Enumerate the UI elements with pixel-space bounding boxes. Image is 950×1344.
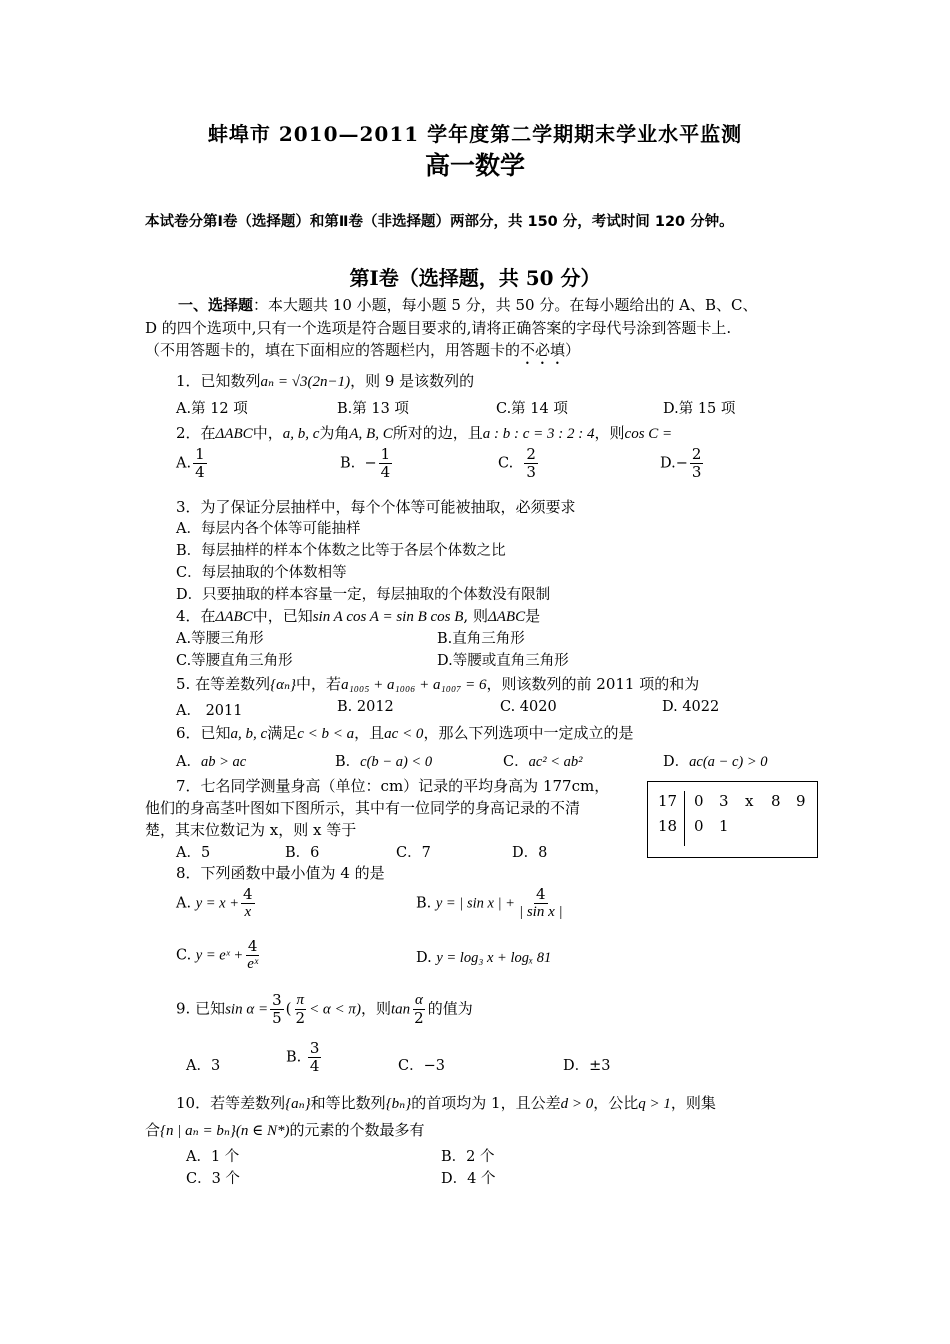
q8-opt-b-label: B. bbox=[416, 895, 432, 912]
q6-stem bbox=[176, 722, 633, 743]
q6-expr2: c < b < a bbox=[297, 726, 355, 742]
q5-stem bbox=[176, 673, 699, 694]
q9-option-b[interactable] bbox=[286, 1040, 323, 1075]
q4-stem bbox=[176, 605, 540, 626]
stem-leaf-divider bbox=[684, 791, 685, 846]
q2-opt-c-fraction bbox=[524, 446, 538, 481]
q5-expr1: {αₙ} bbox=[270, 677, 297, 693]
fraction-denominator: 4 bbox=[309, 1057, 320, 1075]
q7-option-d[interactable]: D．8 bbox=[512, 845, 548, 861]
q6-opt-a-label: A． bbox=[176, 754, 201, 770]
q9-open-paren: ( bbox=[285, 999, 292, 1018]
q7-line2: 他们的身高茎叶图如下图所示，其中有一位同学的身高记录的不清 bbox=[145, 799, 581, 817]
q10-text-a: 10．若等差数列 bbox=[176, 1094, 286, 1112]
fraction-numerator: 4 bbox=[536, 885, 546, 903]
q9-text: 9. 已知 bbox=[176, 999, 226, 1018]
q4-text: 4．在 bbox=[176, 607, 216, 625]
fraction-numerator: 3 bbox=[272, 991, 282, 1009]
leaf: 8 bbox=[771, 792, 781, 810]
q5-option-c[interactable]: C. 4020 bbox=[500, 699, 557, 715]
fraction-numerator: 2 bbox=[691, 445, 702, 463]
q4-expr2: sin A cos A = sin B cos B bbox=[312, 609, 464, 625]
q2-option-b[interactable] bbox=[340, 446, 394, 481]
q4-tail: 是 bbox=[525, 607, 541, 625]
q5-text: 5. 在等差数列 bbox=[176, 675, 271, 693]
q10-option-b[interactable]: B．2 个 bbox=[441, 1149, 495, 1165]
exam-title: 蚌埠市 2010—2011 学年度第二学期期末学业水平监测 bbox=[207, 122, 743, 146]
q10-option-a[interactable]: A．1 个 bbox=[186, 1149, 240, 1165]
q6-opt-b-expr: c(b − a) < 0 bbox=[360, 754, 433, 770]
intro-line3-emph: 不必填 bbox=[520, 341, 566, 359]
q4-expr1: ΔABC bbox=[215, 609, 253, 625]
q5-option-d[interactable]: D. 4022 bbox=[662, 699, 720, 715]
leaf: 0 bbox=[694, 817, 704, 835]
intro-line3-a: （不用答题卡的，填在下面相应的答题栏内，用答题卡的 bbox=[145, 341, 521, 359]
q6-text: 6．已知 bbox=[176, 724, 231, 742]
q9-option-d[interactable]: D．±3 bbox=[563, 1058, 611, 1074]
q2-opt-d-fraction bbox=[690, 446, 704, 481]
q9-condition: < α < π) bbox=[309, 1001, 361, 1018]
q6-option-a[interactable] bbox=[176, 750, 246, 771]
q6-opt-c-label: C． bbox=[503, 754, 529, 770]
q3-option-a[interactable]: A．每层内各个体等可能抽样 bbox=[176, 521, 361, 537]
q9-fraction-1 bbox=[270, 992, 284, 1027]
fraction-denominator: x bbox=[244, 904, 252, 920]
fraction-denominator: 5 bbox=[272, 1009, 282, 1027]
q8-opt-a-expr: y = x + bbox=[195, 895, 240, 912]
stem-row2: 18 bbox=[658, 817, 678, 835]
q2-option-c[interactable] bbox=[498, 446, 540, 481]
q9-tail: 的值为 bbox=[427, 999, 473, 1018]
q2-expr3: A, B, C bbox=[349, 426, 393, 442]
q10-expr1: {aₙ} bbox=[285, 1096, 311, 1112]
stem-leaf-plot bbox=[647, 781, 818, 858]
q7-line3: 楚，其末位数记为 x，则 x 等于 bbox=[145, 821, 357, 839]
q9-opt-b-label: B. bbox=[286, 1049, 302, 1066]
q2-expr1: ΔABC bbox=[215, 426, 253, 442]
q9-option-a[interactable]: A．3 bbox=[186, 1058, 221, 1074]
fraction-numerator: 3 bbox=[309, 1039, 320, 1057]
q1-expr: aₙ = √3(2n−1) bbox=[260, 374, 351, 390]
q8-stem: 8．下列函数中最小值为 4 的是 bbox=[176, 864, 385, 882]
leaf: 3 bbox=[719, 792, 729, 810]
q3-stem: 3．为了保证分层抽样中，每个个体等可能被抽取，必须要求 bbox=[176, 498, 576, 516]
q2-opt-d-sign: − bbox=[675, 455, 688, 472]
q4-option-a[interactable]: A.等腰三角形 bbox=[176, 631, 264, 647]
q2-mid1: 中， bbox=[252, 424, 283, 442]
q2-option-d[interactable] bbox=[660, 446, 705, 481]
q6-option-d[interactable] bbox=[663, 750, 768, 771]
q5-option-a[interactable]: A． 2011 bbox=[176, 703, 243, 719]
q1-stem bbox=[176, 370, 474, 391]
fraction-denominator: 3 bbox=[691, 463, 702, 481]
q10-text-e: ，则集 bbox=[670, 1094, 716, 1112]
q8-opt-d-label: D. bbox=[416, 950, 432, 966]
q2-opt-c-label: C. bbox=[498, 455, 514, 472]
q2-option-a[interactable] bbox=[176, 446, 209, 481]
q8-opt-a-label: A. bbox=[176, 895, 192, 912]
q10-text-g: 的元素的个数最多有 bbox=[289, 1121, 425, 1139]
q1-tail: ，则 9 是该数列的 bbox=[350, 372, 475, 390]
section-intro-bold: 一、选择题 bbox=[178, 296, 254, 314]
q3-option-b[interactable]: B．每层抽样的样本个体数之比等于各层个体数之比 bbox=[176, 543, 506, 559]
fraction-numerator: π bbox=[296, 992, 305, 1008]
fraction-denominator: 2 bbox=[295, 1009, 306, 1027]
q4-expr3: ΔABC bbox=[487, 609, 526, 625]
q6-option-c[interactable] bbox=[503, 750, 583, 771]
q10-text-f: 合 bbox=[145, 1121, 161, 1139]
q4-mid2: , 则 bbox=[463, 607, 488, 625]
exam-note: 本试卷分第Ⅰ卷（选择题）和第Ⅱ卷（非选择题）两部分，共 150 分，考试时间 120 分钟。 bbox=[145, 214, 734, 230]
q2-opt-b-label: B. bbox=[340, 455, 356, 472]
q9-opt-b-fraction bbox=[308, 1040, 322, 1075]
leaf: 1 bbox=[719, 817, 729, 835]
fraction-denominator: 3 bbox=[526, 463, 536, 481]
q6-opt-b-label: B． bbox=[335, 754, 361, 770]
q6-opt-c-expr: ac² < ab² bbox=[528, 754, 583, 770]
q2-mid4: ，则 bbox=[594, 424, 625, 442]
q10-line2 bbox=[145, 1119, 425, 1140]
q2-text: 2．在 bbox=[176, 424, 216, 442]
q10-line1 bbox=[176, 1092, 716, 1113]
q5-mid1: 中，若 bbox=[296, 675, 342, 693]
q10-expr2: {bₙ} bbox=[385, 1096, 412, 1112]
q2-expr4: a : b : c = 3 : 2 : 4 bbox=[482, 426, 595, 442]
q5-tail: ，则该数列的前 2011 项的和为 bbox=[486, 675, 700, 693]
q2-mid3: 所对的边，且 bbox=[392, 424, 483, 442]
leaf: 9 bbox=[796, 792, 806, 810]
q7-option-a[interactable]: A．5 bbox=[176, 845, 211, 861]
q8-opt-c-label: C. bbox=[176, 947, 192, 964]
section-intro-line2: D 的四个选项中,只有一个选项是符合题目要求的,请将正确答案的字母代号涂到答题卡上. bbox=[145, 319, 732, 337]
fraction-denominator: 4 bbox=[380, 463, 391, 481]
q6-mid1: 满足 bbox=[267, 724, 298, 742]
q8-opt-d-expr: y = log₃ x + logₓ 81 bbox=[436, 950, 552, 966]
q7-line1: 7．七名同学测量身高（单位：cm）记录的平均身高为 177cm， bbox=[176, 777, 610, 795]
q6-opt-a-expr: ab > ac bbox=[200, 754, 247, 770]
q1-option-a[interactable]: A.第 12 项 bbox=[176, 401, 248, 417]
q2-opt-b-fraction bbox=[379, 446, 393, 481]
q9-mid: ，则 bbox=[360, 999, 391, 1018]
q7-option-b[interactable]: B．6 bbox=[285, 845, 320, 861]
stem-row1: 17 bbox=[658, 792, 678, 810]
q8-option-a[interactable] bbox=[176, 886, 257, 921]
q3-option-c[interactable]: C．每层抽取的个体数相等 bbox=[176, 565, 347, 581]
q4-option-b[interactable]: B.直角三角形 bbox=[437, 631, 525, 647]
q10-text-b: 和等比数列 bbox=[310, 1094, 386, 1112]
q9-fraction-2 bbox=[294, 992, 308, 1027]
q9-expr2: tan bbox=[390, 1001, 411, 1018]
fraction-numerator: α bbox=[414, 992, 423, 1008]
q10-text-c: 的首项均为 1，且公差 bbox=[411, 1094, 561, 1112]
q6-expr1: a, b, c bbox=[230, 726, 268, 742]
leaf: 0 bbox=[694, 792, 704, 810]
q2-mid2: 为角 bbox=[319, 424, 350, 442]
q8-option-d[interactable] bbox=[416, 950, 551, 967]
q2-expr2: a, b, c bbox=[282, 426, 320, 442]
q1-text: 1．已知数列 bbox=[176, 372, 261, 390]
fraction-denominator: 2 bbox=[414, 1009, 424, 1027]
q6-mid2: ，且 bbox=[354, 724, 385, 742]
q8-opt-c-expr: y = eˣ + bbox=[195, 947, 244, 964]
q10-expr5: {n | aₙ = bₙ}(n ∈ N*) bbox=[160, 1123, 290, 1139]
q6-option-b[interactable] bbox=[335, 750, 432, 771]
q9-stem bbox=[176, 992, 473, 1027]
q2-opt-a-fraction bbox=[193, 446, 207, 481]
section-intro-text: ：本大题共 10 小题，每小题 5 分，共 50 分。在每小题给出的 A、B、C、 bbox=[253, 296, 758, 314]
q10-option-d[interactable]: D．4 个 bbox=[441, 1171, 496, 1187]
section-intro-line1 bbox=[178, 294, 757, 315]
fraction-numerator: 2 bbox=[526, 445, 536, 463]
q6-tail: ，那么下列选项中一定成立的是 bbox=[423, 724, 634, 742]
leaf: x bbox=[745, 792, 754, 810]
q1-option-b[interactable]: B.第 13 项 bbox=[337, 401, 409, 417]
q10-expr4: q > 1 bbox=[638, 1096, 671, 1112]
q5-option-b[interactable]: B. 2012 bbox=[337, 699, 394, 715]
q8-opt-c-fraction bbox=[245, 938, 260, 973]
q1-option-d[interactable]: D.第 15 项 bbox=[663, 401, 736, 417]
q1-option-c[interactable]: C.第 14 项 bbox=[496, 401, 568, 417]
section-intro-line3 bbox=[145, 339, 580, 368]
q4-option-d[interactable]: D.等腰或直角三角形 bbox=[437, 653, 569, 669]
q8-option-b[interactable] bbox=[416, 886, 567, 921]
q9-fraction-3 bbox=[412, 992, 426, 1027]
q2-stem bbox=[176, 422, 672, 443]
q2-opt-a-label: A. bbox=[176, 455, 192, 472]
q10-text-d: ，公比 bbox=[593, 1094, 639, 1112]
q7-option-c[interactable]: C．7 bbox=[396, 845, 431, 861]
fraction-denominator: | sin x | bbox=[518, 904, 563, 920]
exam-subject: 高一数学 bbox=[424, 151, 525, 180]
q5-expr2: a₁₀₀₅ + a₁₀₀₆ + a₁₀₀₇ = 6 bbox=[341, 677, 487, 693]
fraction-numerator: 4 bbox=[247, 937, 258, 955]
section-title: 第Ⅰ卷（选择题，共 50 分） bbox=[349, 266, 601, 290]
q8-opt-b-expr: y = | sin x | + bbox=[435, 895, 515, 912]
q6-expr3: ac < 0 bbox=[384, 726, 424, 742]
q9-expr1: sin α = bbox=[225, 1001, 269, 1018]
q8-option-c[interactable] bbox=[176, 938, 262, 973]
fraction-numerator: 4 bbox=[243, 885, 253, 903]
q8-opt-a-fraction bbox=[241, 886, 255, 921]
q2-expr5: cos C = bbox=[624, 426, 673, 442]
fraction-numerator: 1 bbox=[380, 445, 391, 463]
fraction-numerator: 1 bbox=[195, 445, 205, 463]
intro-line3-c: ） bbox=[565, 341, 581, 359]
q9-option-c[interactable]: C．−3 bbox=[398, 1058, 445, 1074]
fraction-denominator: eˣ bbox=[247, 956, 259, 972]
fraction-denominator: 4 bbox=[195, 463, 205, 481]
q10-option-c[interactable]: C．3 个 bbox=[186, 1171, 240, 1187]
q6-opt-d-label: D． bbox=[663, 754, 690, 770]
q2-opt-d-label: D. bbox=[660, 455, 676, 472]
q6-opt-d-expr: ac(a − c) > 0 bbox=[689, 754, 768, 770]
q4-option-c[interactable]: C.等腰直角三角形 bbox=[176, 653, 293, 669]
q4-mid1: 中，已知 bbox=[252, 607, 313, 625]
q10-expr3: d > 0 bbox=[560, 1096, 594, 1112]
q2-opt-b-sign: − bbox=[364, 455, 377, 472]
q3-option-d[interactable]: D．只要抽取的样本容量一定，每层抽取的个体数没有限制 bbox=[176, 587, 551, 603]
q8-opt-b-fraction bbox=[517, 886, 565, 921]
